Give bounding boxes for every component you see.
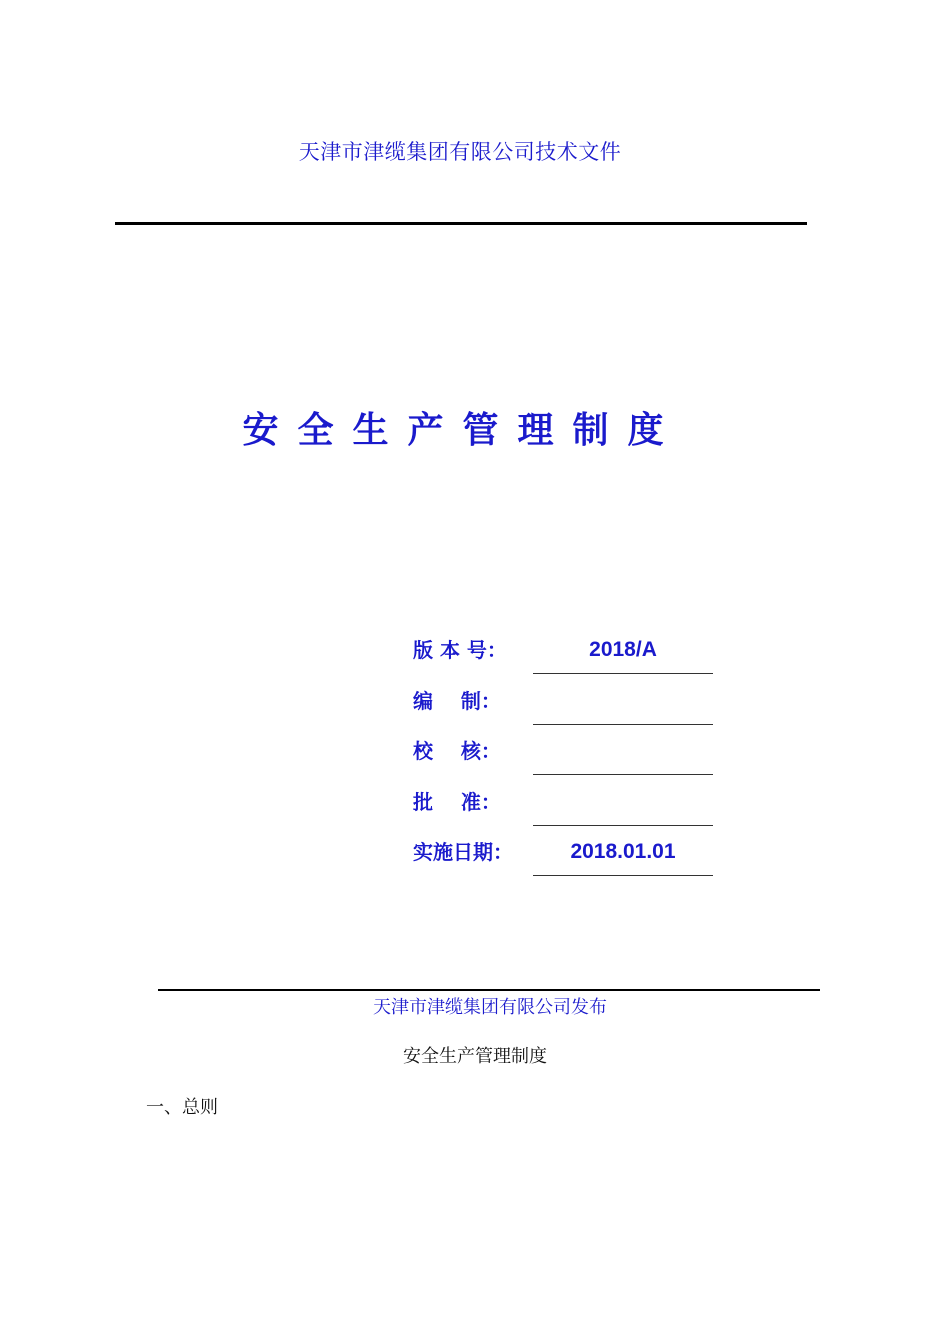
effective-date-underline [533,875,713,876]
body-document-title: 安全生产管理制度 [403,1046,547,1067]
compiled-label: 编 制： [413,689,501,713]
cover-title: 安全生产管理制度 [242,410,683,451]
approved-underline [533,825,713,826]
version-underline [533,673,713,674]
checked-underline [533,774,713,775]
info-row-checked [413,737,713,777]
company-document-header: 天津市津缆集团有限公司技术文件 [298,140,622,164]
effective-date-value: 2018.01.01 [570,840,676,863]
section-heading-general: 一、总则 [146,1097,218,1118]
version-value: 2018/A [589,638,657,661]
info-row-approved [413,788,713,828]
publisher-line: 天津市津缆集团有限公司发布 [373,997,607,1018]
checked-label: 校 核： [413,739,501,763]
info-row-version [413,636,713,676]
footer-divider [158,989,820,991]
effective-date-label: 实施日期： [413,840,513,864]
version-label: 版 本 号： [413,638,507,662]
compiled-underline [533,724,713,725]
info-row-effective-date [413,838,713,878]
info-row-compiled [413,687,713,727]
approved-label: 批 准： [413,790,501,814]
header-divider [115,222,807,225]
